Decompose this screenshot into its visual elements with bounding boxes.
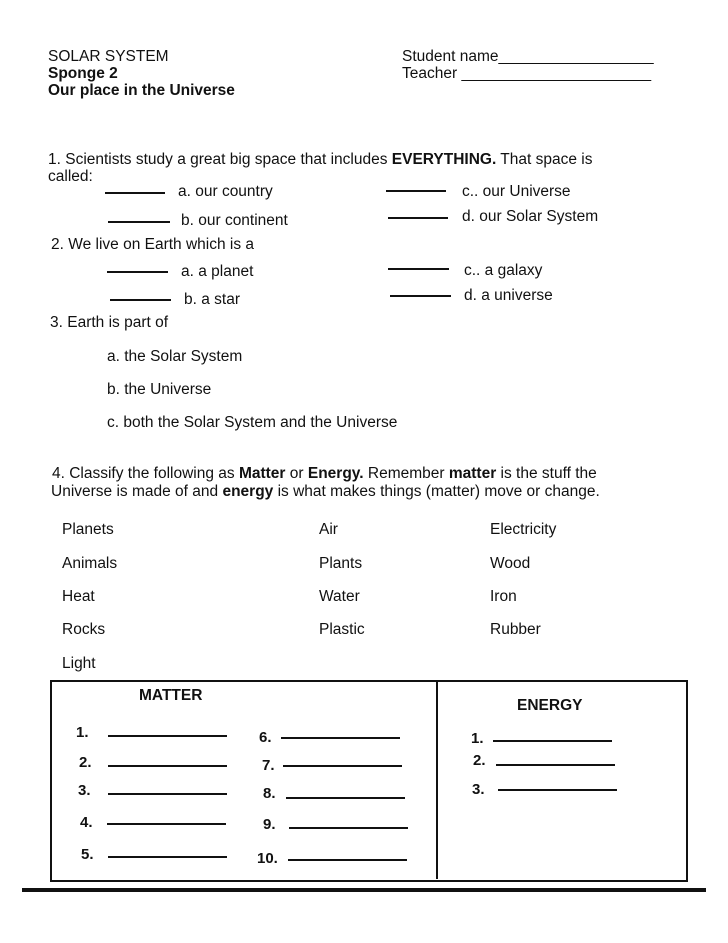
matter-heading: MATTER [139,687,203,704]
classify-item: Light [62,655,96,672]
classify-item: Iron [490,588,517,605]
matter-number: 7. [262,757,275,774]
classify-item: Rubber [490,621,541,638]
answer-blank[interactable] [390,295,451,297]
matter-number: 2. [79,754,92,771]
energy-number: 3. [472,781,485,798]
q2-option-d: d. a universe [464,287,553,304]
classify-item: Electricity [490,521,557,538]
q2-option-c: c.. a galaxy [464,262,543,279]
matter-number: 5. [81,846,94,863]
matter-blank-9[interactable] [289,827,408,829]
teacher-field[interactable]: Teacher ______________________ [402,65,652,82]
worksheet-subtitle: Our place in the Universe [48,82,235,99]
matter-number: 4. [80,814,93,831]
matter-number: 9. [263,816,276,833]
matter-blank-8[interactable] [286,797,405,799]
energy-blank-2[interactable] [496,764,615,766]
answer-blank[interactable] [388,217,448,219]
classify-item: Rocks [62,621,106,638]
q1-text-line2: called: [48,168,93,185]
q3-option-a: a. the Solar System [107,348,243,365]
answer-blank[interactable] [386,190,446,192]
matter-blank-2[interactable] [108,765,227,767]
q3-option-c: c. both the Solar System and the Universe [107,414,398,431]
q1-text-line1: 1. Scientists study a great big space that includes EVERYTHING. That space is [48,151,593,168]
student-name-field[interactable]: Student name__________________ [402,48,654,65]
answer-blank[interactable] [105,192,165,194]
answer-blank[interactable] [110,299,171,301]
classification-table [50,680,688,882]
sponge-label: Sponge 2 [48,65,118,82]
classify-item: Air [319,521,338,538]
answer-blank[interactable] [108,221,170,223]
matter-blank-10[interactable] [288,859,407,861]
q3-option-b: b. the Universe [107,381,212,398]
answer-blank[interactable] [107,271,168,273]
q1-option-b: b. our continent [181,212,288,229]
energy-blank-3[interactable] [498,789,617,791]
q2-option-a: a. a planet [181,263,254,280]
matter-number: 3. [78,782,91,799]
matter-number: 1. [76,724,89,741]
classify-item: Heat [62,588,95,605]
q1-option-c: c.. our Universe [462,183,571,200]
energy-number: 2. [473,752,486,769]
worksheet-title: SOLAR SYSTEM [48,48,169,65]
matter-number: 10. [257,850,278,867]
classify-item: Wood [490,555,531,572]
classify-item: Animals [62,555,118,572]
q4-text-line2: Universe is made of and energy is what makes things (matter) move or change. [51,483,600,500]
matter-blank-5[interactable] [108,856,227,858]
matter-blank-1[interactable] [108,735,227,737]
q1-option-d: d. our Solar System [462,208,599,225]
classify-item: Plants [319,555,363,572]
bottom-rule [22,888,706,892]
energy-number: 1. [471,730,484,747]
q3-text: 3. Earth is part of [50,314,169,331]
q4-text-line1: 4. Classify the following as Matter or Energy. Remember matter is the stuff the [52,465,597,482]
energy-heading: ENERGY [517,697,583,714]
classify-item: Planets [62,521,114,538]
classify-item: Water [319,588,360,605]
matter-number: 8. [263,785,276,802]
energy-blank-1[interactable] [493,740,612,742]
matter-blank-7[interactable] [283,765,402,767]
classify-item: Plastic [319,621,365,638]
q1-option-a: a. our country [178,183,273,200]
q2-text: 2. We live on Earth which is a [51,236,255,253]
matter-number: 6. [259,729,272,746]
matter-blank-3[interactable] [108,793,227,795]
table-divider [436,682,438,879]
q2-option-b: b. a star [184,291,240,308]
matter-blank-6[interactable] [281,737,400,739]
answer-blank[interactable] [388,268,449,270]
matter-blank-4[interactable] [107,823,226,825]
